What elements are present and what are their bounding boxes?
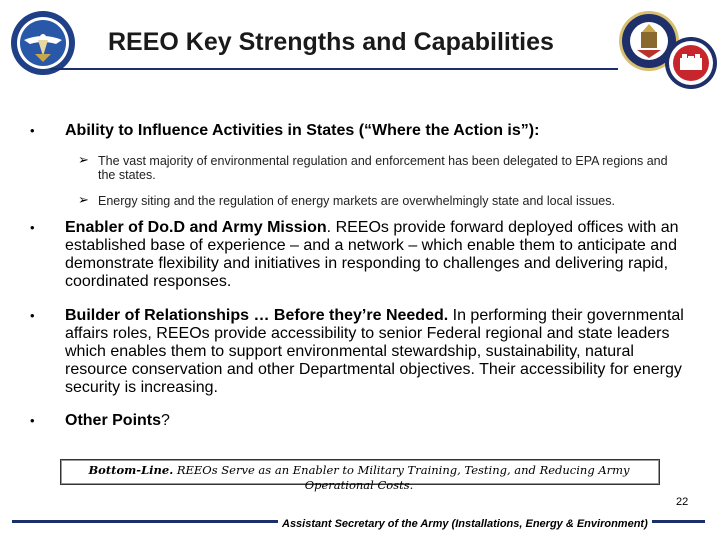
bullet-text (65, 307, 690, 397)
bullet-body: . REEOs provide forward deployed offices with an established base of experience – and a network – which enable them to anticipate and demonstrate flexibility and initiatives in responding to challenges and delivering rapid, coordinated responses. (65, 219, 679, 290)
header-divider (50, 68, 618, 70)
bullet-marker: • (30, 413, 35, 428)
bullet-heading: Enabler of Do.D and Army Mission (65, 219, 327, 236)
bullet-marker: • (30, 220, 35, 235)
bullet-heading: Ability to Influence Activities in States (“Where the Action is”): (65, 122, 540, 139)
page-title: REEO Key Strengths and Capabilities (108, 28, 554, 56)
page-number: 22 (676, 496, 689, 508)
engineers-seal-icon (664, 36, 718, 90)
bullet-heading: Builder of Relationships … Before they’re Needed. (65, 307, 449, 324)
bullet-body: In performing their governmental affairs roles, REEOs provide accessibility to senior Federal regional and state leaders which enables them to support environmental stewardship, sustainability, natural resource conservation and other Departmental objectives. Their accessibility for energy security is increasing. (65, 307, 684, 396)
bullet-text (65, 219, 690, 291)
bullet-marker: • (30, 308, 35, 323)
bullet-text (65, 122, 690, 140)
bottom-line-body: REEOs Serve as an Enabler to Military Training, Testing, and Reducing Army Operational Costs. (173, 463, 630, 492)
bottom-line-label: Bottom-Line. (88, 463, 174, 477)
bullet-body: ? (161, 412, 170, 429)
sub-bullet-text: The vast majority of environmental regulation and enforcement has been delegated to EPA regions and the states. (98, 154, 668, 182)
bullet-text (65, 412, 690, 430)
footer-text: Assistant Secretary of the Army (Installations, Energy & Environment) (278, 518, 652, 530)
bullet-heading: Other Points (65, 412, 162, 429)
arrow-bullet-icon: ➢ (78, 192, 89, 207)
arrow-bullet-icon: ➢ (78, 152, 89, 167)
dod-seal-icon (10, 10, 76, 76)
bullet-marker: • (30, 123, 35, 138)
bottom-line-text (64, 463, 654, 493)
sub-bullet-text: Energy siting and the regulation of energy markets are overwhelmingly state and local issues. (98, 194, 615, 208)
